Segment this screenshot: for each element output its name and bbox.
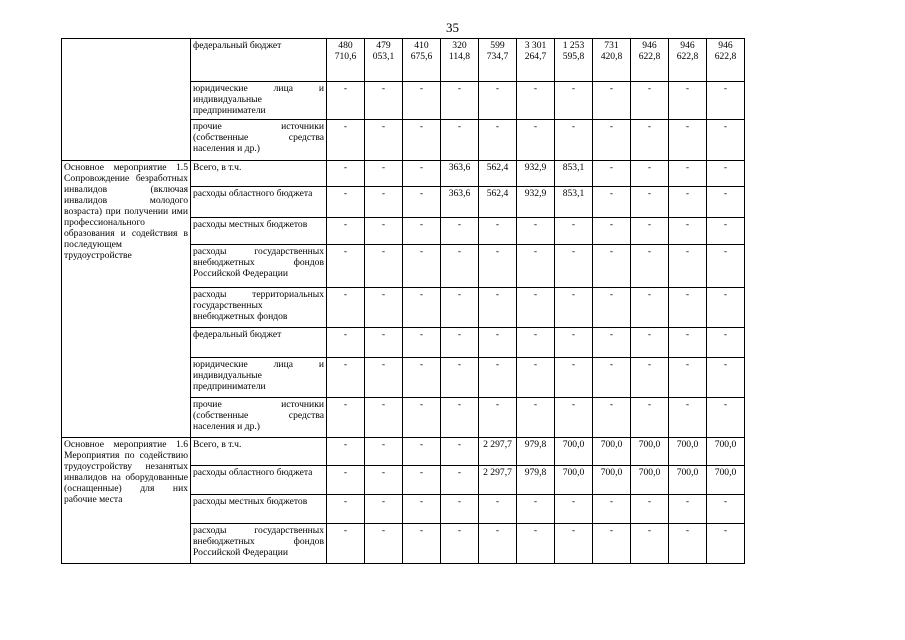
value-cell: - [631, 398, 669, 438]
activity-name-cell [62, 39, 191, 161]
value-cell: 480 710,6 [327, 39, 365, 82]
value-cell: - [403, 328, 441, 358]
value-cell: - [707, 524, 745, 564]
value-cell: - [707, 218, 745, 245]
value-cell: 979,8 [517, 466, 555, 495]
value-cell: - [403, 288, 441, 328]
value-cell: - [669, 161, 707, 187]
value-cell: - [555, 288, 593, 328]
value-cell: - [669, 358, 707, 398]
value-cell: - [365, 245, 403, 288]
value-cell: - [555, 524, 593, 564]
value-cell: - [517, 218, 555, 245]
value-cell: - [707, 187, 745, 218]
value-cell: - [441, 398, 479, 438]
funding-source-cell: расходы территориальных государственных внебюджетных фондов [191, 288, 327, 328]
value-cell: - [517, 398, 555, 438]
value-cell: - [517, 120, 555, 161]
funding-source-cell: расходы областного бюджета [191, 187, 327, 218]
value-cell: - [365, 328, 403, 358]
value-cell: - [555, 245, 593, 288]
value-cell: - [669, 524, 707, 564]
value-cell: - [403, 398, 441, 438]
value-cell: - [517, 358, 555, 398]
value-cell: - [327, 161, 365, 187]
value-cell: - [365, 82, 403, 120]
value-cell: - [479, 358, 517, 398]
value-cell: - [707, 398, 745, 438]
value-cell: - [631, 245, 669, 288]
value-cell: - [593, 120, 631, 161]
value-cell: - [555, 358, 593, 398]
value-cell: - [479, 288, 517, 328]
value-cell: - [669, 218, 707, 245]
value-cell: - [631, 218, 669, 245]
funding-source-cell: федеральный бюджет [191, 39, 327, 82]
value-cell: 1 253 595,8 [555, 39, 593, 82]
value-cell: 700,0 [707, 466, 745, 495]
value-cell: - [327, 288, 365, 328]
value-cell: - [593, 328, 631, 358]
funding-source-cell: прочие источники (собственные средства населения и др.) [191, 120, 327, 161]
value-cell: - [327, 438, 365, 466]
value-cell: - [441, 358, 479, 398]
value-cell: 946 622,8 [707, 39, 745, 82]
value-cell: - [631, 524, 669, 564]
value-cell: - [403, 161, 441, 187]
value-cell: - [555, 218, 593, 245]
value-cell: 946 622,8 [669, 39, 707, 82]
value-cell: 599 734,7 [479, 39, 517, 82]
funding-source-cell: юридические лица и индивидуальные предприниматели [191, 82, 327, 120]
value-cell: - [707, 358, 745, 398]
value-cell: - [517, 495, 555, 524]
value-cell: 700,0 [593, 466, 631, 495]
value-cell: - [327, 120, 365, 161]
value-cell: - [517, 288, 555, 328]
value-cell: - [365, 466, 403, 495]
value-cell: - [631, 288, 669, 328]
value-cell: - [441, 288, 479, 328]
value-cell: - [403, 438, 441, 466]
value-cell: 700,0 [707, 438, 745, 466]
value-cell: 700,0 [555, 438, 593, 466]
value-cell: 946 622,8 [631, 39, 669, 82]
value-cell: 932,9 [517, 187, 555, 218]
value-cell: - [365, 524, 403, 564]
value-cell: 3 301 264,7 [517, 39, 555, 82]
value-cell: - [441, 245, 479, 288]
value-cell: - [707, 245, 745, 288]
value-cell: - [327, 328, 365, 358]
value-cell: 700,0 [669, 466, 707, 495]
value-cell: - [365, 120, 403, 161]
value-cell: - [327, 187, 365, 218]
value-cell: - [365, 187, 403, 218]
value-cell: - [593, 245, 631, 288]
value-cell: - [631, 495, 669, 524]
value-cell: - [517, 82, 555, 120]
table-row [62, 161, 745, 187]
value-cell: - [593, 288, 631, 328]
value-cell: - [631, 120, 669, 161]
value-cell: - [593, 187, 631, 218]
value-cell: - [631, 82, 669, 120]
value-cell: - [593, 82, 631, 120]
value-cell: - [365, 495, 403, 524]
value-cell: - [593, 161, 631, 187]
value-cell: - [479, 82, 517, 120]
activity-name-cell: Основное мероприятие 1.5 Сопровождение безработных инвалидов (включая инвалидов молодого возраста) при получении ими профессионального образования и содействия в последующем трудоустройстве [62, 161, 191, 438]
value-cell: 700,0 [631, 438, 669, 466]
value-cell: - [555, 495, 593, 524]
value-cell: 479 053,1 [365, 39, 403, 82]
value-cell: - [403, 82, 441, 120]
value-cell: - [365, 358, 403, 398]
value-cell: - [327, 82, 365, 120]
value-cell: - [593, 495, 631, 524]
value-cell: - [479, 218, 517, 245]
value-cell: - [327, 398, 365, 438]
funding-source-cell: федеральный бюджет [191, 328, 327, 358]
value-cell: - [707, 161, 745, 187]
value-cell: - [479, 245, 517, 288]
value-cell: - [403, 524, 441, 564]
value-cell: - [403, 187, 441, 218]
value-cell: - [327, 524, 365, 564]
value-cell: - [707, 495, 745, 524]
value-cell: - [669, 245, 707, 288]
funding-source-cell: расходы областного бюджета [191, 466, 327, 495]
value-cell: 2 297,7 [479, 466, 517, 495]
value-cell: - [403, 358, 441, 398]
value-cell: - [441, 524, 479, 564]
value-cell: - [555, 120, 593, 161]
funding-source-cell: расходы государственных внебюджетных фондов Российской Федерации [191, 524, 327, 564]
value-cell: - [441, 120, 479, 161]
value-cell: - [517, 524, 555, 564]
funding-source-cell: прочие источники (собственные средства населения и др.) [191, 398, 327, 438]
value-cell: - [669, 398, 707, 438]
value-cell: - [441, 218, 479, 245]
value-cell: 932,9 [517, 161, 555, 187]
value-cell: - [403, 120, 441, 161]
value-cell: - [327, 466, 365, 495]
funding-source-cell: расходы государственных внебюджетных фондов Российской Федерации [191, 245, 327, 288]
value-cell: - [441, 82, 479, 120]
value-cell: - [669, 82, 707, 120]
value-cell: - [479, 120, 517, 161]
value-cell: 700,0 [593, 438, 631, 466]
value-cell: - [403, 218, 441, 245]
value-cell: - [365, 288, 403, 328]
value-cell: 363,6 [441, 161, 479, 187]
funding-source-cell: расходы местных бюджетов [191, 495, 327, 524]
value-cell: - [403, 466, 441, 495]
value-cell: - [631, 187, 669, 218]
value-cell: - [707, 328, 745, 358]
value-cell: 700,0 [669, 438, 707, 466]
value-cell: 853,1 [555, 187, 593, 218]
value-cell: 562,4 [479, 161, 517, 187]
table-row [62, 438, 745, 466]
value-cell: - [441, 328, 479, 358]
value-cell: - [555, 398, 593, 438]
value-cell: 320 114,8 [441, 39, 479, 82]
value-cell: 731 420,8 [593, 39, 631, 82]
value-cell: - [593, 524, 631, 564]
value-cell: - [365, 218, 403, 245]
funding-source-cell: Всего, в т.ч. [191, 161, 327, 187]
value-cell: - [403, 495, 441, 524]
value-cell: 700,0 [555, 466, 593, 495]
value-cell: - [631, 358, 669, 398]
funding-source-cell: расходы местных бюджетов [191, 218, 327, 245]
value-cell: - [365, 438, 403, 466]
value-cell: - [669, 120, 707, 161]
value-cell: 562,4 [479, 187, 517, 218]
activity-name-cell: Основное мероприятие 1.6 Мероприятия по содействию трудоустройству незанятых инвалидов на оборудованные (оснащенные) для них рабочие места [62, 438, 191, 564]
value-cell: - [327, 358, 365, 398]
value-cell: - [327, 495, 365, 524]
value-cell: - [593, 218, 631, 245]
funding-source-cell: юридические лица и индивидуальные предприниматели [191, 358, 327, 398]
value-cell: 979,8 [517, 438, 555, 466]
value-cell: - [669, 187, 707, 218]
page-number: 35 [446, 20, 459, 35]
value-cell: - [441, 438, 479, 466]
value-cell: 853,1 [555, 161, 593, 187]
value-cell: - [669, 495, 707, 524]
table-row [62, 39, 745, 82]
value-cell: 410 675,6 [403, 39, 441, 82]
value-cell: - [441, 466, 479, 495]
value-cell: - [479, 398, 517, 438]
value-cell: - [707, 82, 745, 120]
value-cell: - [631, 161, 669, 187]
value-cell: 2 297,7 [479, 438, 517, 466]
value-cell: - [593, 358, 631, 398]
value-cell: - [707, 288, 745, 328]
value-cell: - [327, 218, 365, 245]
funding-source-cell: Всего, в т.ч. [191, 438, 327, 466]
value-cell: - [631, 328, 669, 358]
value-cell: - [555, 82, 593, 120]
value-cell: 700,0 [631, 466, 669, 495]
value-cell: - [669, 288, 707, 328]
value-cell: - [669, 328, 707, 358]
value-cell: - [593, 398, 631, 438]
value-cell: - [479, 524, 517, 564]
value-cell: - [403, 245, 441, 288]
value-cell: - [479, 328, 517, 358]
value-cell: - [365, 398, 403, 438]
value-cell: - [441, 495, 479, 524]
value-cell: - [555, 328, 593, 358]
value-cell: - [517, 245, 555, 288]
value-cell: - [707, 120, 745, 161]
value-cell: 363,6 [441, 187, 479, 218]
budget-table [61, 38, 745, 564]
value-cell: - [327, 245, 365, 288]
value-cell: - [479, 495, 517, 524]
value-cell: - [365, 161, 403, 187]
value-cell: - [517, 328, 555, 358]
